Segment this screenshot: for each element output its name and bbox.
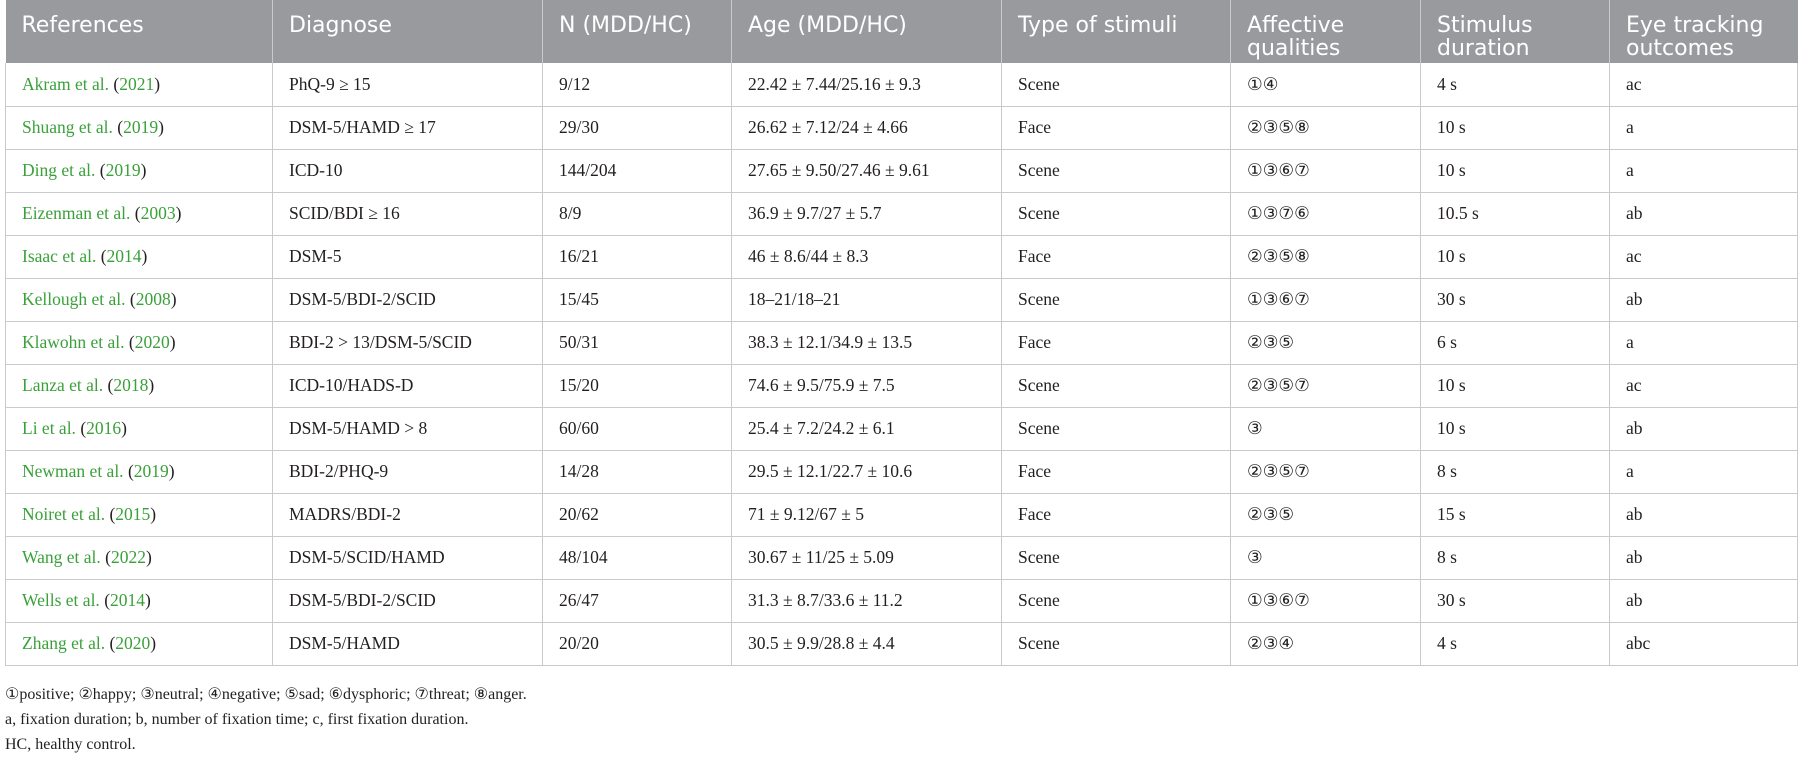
- close-paren: ): [140, 160, 147, 180]
- reference-author-link[interactable]: Ding et al.: [22, 160, 96, 180]
- age-cell: 30.67 ± 11/25 ± 5.09: [732, 536, 1002, 579]
- stimulus-duration-cell: 10 s: [1421, 235, 1610, 278]
- stimuli-type-cell: Scene: [1002, 407, 1231, 450]
- stimuli-type-cell: Face: [1002, 235, 1231, 278]
- table-row: [6, 106, 1798, 149]
- stimuli-type-cell: Scene: [1002, 364, 1231, 407]
- eye-tracking-outcomes-cell: ab: [1610, 493, 1798, 536]
- header-stimulus-duration: Stimulus duration: [1421, 0, 1610, 63]
- diagnose-cell: DSM-5/HAMD ≥ 17: [273, 106, 543, 149]
- table-row: [6, 364, 1798, 407]
- open-paren: (: [103, 375, 114, 395]
- stimuli-type-cell: Face: [1002, 321, 1231, 364]
- affective-qualities-cell: ②③⑤⑦: [1231, 450, 1421, 493]
- footnote-affective-legend: ①positive; ②happy; ③neutral; ④negative; ⑤sad; ⑥dysphoric; ⑦threat; ⑧anger.: [5, 686, 527, 703]
- close-paren: ): [121, 418, 127, 438]
- affective-qualities-cell: ②③⑤⑧: [1231, 235, 1421, 278]
- eye-tracking-outcomes-cell: ab: [1610, 192, 1798, 235]
- open-paren: (: [75, 418, 87, 438]
- close-paren: ): [168, 461, 175, 481]
- header-row: [6, 0, 1798, 63]
- close-paren: ): [141, 246, 148, 266]
- reference-cell: [6, 149, 273, 192]
- reference-cell: [6, 579, 273, 622]
- affective-qualities-cell: ③: [1231, 536, 1421, 579]
- stimulus-duration-cell: 10 s: [1421, 407, 1610, 450]
- open-paren: (: [124, 332, 135, 352]
- age-cell: 29.5 ± 12.1/22.7 ± 10.6: [732, 450, 1002, 493]
- reference-cell: [6, 622, 273, 665]
- affective-qualities-cell: ①③⑥⑦: [1231, 278, 1421, 321]
- header-affective-qualities: Affective qualities: [1231, 0, 1421, 63]
- reference-year-link[interactable]: 2015: [115, 504, 151, 524]
- diagnose-cell: DSM-5: [273, 235, 543, 278]
- diagnose-cell: MADRS/BDI-2: [273, 493, 543, 536]
- stimulus-duration-cell: 6 s: [1421, 321, 1610, 364]
- reference-year-link[interactable]: 2008: [135, 289, 171, 309]
- stimuli-type-cell: Scene: [1002, 579, 1231, 622]
- reference-year-link[interactable]: 2021: [119, 73, 155, 94]
- table-row: [6, 63, 1798, 106]
- n-cell: 48/104: [543, 536, 732, 579]
- age-cell: 31.3 ± 8.7/33.6 ± 11.2: [732, 579, 1002, 622]
- table-row: [6, 192, 1798, 235]
- reference-author-link[interactable]: Noiret et al.: [22, 504, 106, 524]
- age-cell: 22.42 ± 7.44/25.16 ± 9.3: [732, 63, 1002, 106]
- close-paren: ): [169, 332, 176, 352]
- reference-year-link[interactable]: 2019: [105, 160, 141, 180]
- reference-author-link[interactable]: Newman et al.: [22, 461, 124, 481]
- affective-qualities-cell: ①③⑦⑥: [1231, 192, 1421, 235]
- table-header: [6, 0, 1798, 63]
- eye-tracking-outcomes-cell: a: [1610, 321, 1798, 364]
- table-row: [6, 278, 1798, 321]
- diagnose-cell: BDI-2/PHQ-9: [273, 450, 543, 493]
- open-paren: (: [105, 633, 116, 653]
- diagnose-cell: DSM-5/HAMD > 8: [273, 407, 543, 450]
- affective-qualities-cell: ①③⑥⑦: [1231, 579, 1421, 622]
- stimulus-duration-cell: 30 s: [1421, 579, 1610, 622]
- eye-tracking-outcomes-cell: abc: [1610, 622, 1798, 665]
- stimulus-duration-cell: 15 s: [1421, 493, 1610, 536]
- study-table-wrapper: [5, 0, 1797, 666]
- stimulus-duration-cell: 10 s: [1421, 364, 1610, 407]
- stimuli-type-cell: Scene: [1002, 622, 1231, 665]
- n-cell: 15/20: [543, 364, 732, 407]
- diagnose-cell: ICD-10/HADS-D: [273, 364, 543, 407]
- close-paren: ): [175, 203, 182, 223]
- age-cell: 38.3 ± 12.1/34.9 ± 13.5: [732, 321, 1002, 364]
- reference-year-link[interactable]: 2020: [115, 633, 151, 653]
- stimuli-type-cell: Face: [1002, 106, 1231, 149]
- reference-year-link[interactable]: 2003: [140, 203, 176, 223]
- table-row: [6, 450, 1798, 493]
- header-n: N (MDD/HC): [543, 0, 732, 63]
- reference-year-link[interactable]: 2014: [106, 246, 142, 266]
- reference-author-link[interactable]: Lanza et al.: [22, 375, 104, 395]
- reference-cell: [6, 407, 273, 450]
- eye-tracking-outcomes-cell: ac: [1610, 364, 1798, 407]
- reference-cell: [6, 321, 273, 364]
- stimuli-type-cell: Face: [1002, 493, 1231, 536]
- diagnose-cell: DSM-5/BDI-2/SCID: [273, 278, 543, 321]
- close-paren: ): [150, 504, 157, 524]
- table-row: [6, 321, 1798, 364]
- affective-qualities-cell: ②③⑤: [1231, 493, 1421, 536]
- diagnose-cell: DSM-5/BDI-2/SCID: [273, 579, 543, 622]
- table-row: [6, 579, 1798, 622]
- stimulus-duration-cell: 4 s: [1421, 622, 1610, 665]
- reference-author-link[interactable]: Wang et al.: [22, 547, 101, 567]
- reference-year-link[interactable]: 2020: [134, 332, 170, 352]
- reference-cell: [6, 450, 273, 493]
- eye-tracking-outcomes-cell: ab: [1610, 278, 1798, 321]
- header-diagnose: Diagnose: [273, 0, 543, 63]
- reference-cell: [6, 192, 273, 235]
- diagnose-cell: DSM-5/HAMD: [273, 622, 543, 665]
- reference-author-link[interactable]: Li et al.: [22, 418, 76, 438]
- stimulus-duration-cell: 8 s: [1421, 536, 1610, 579]
- diagnose-cell: DSM-5/SCID/HAMD: [273, 536, 543, 579]
- age-cell: 26.62 ± 7.12/24 ± 4.66: [732, 106, 1002, 149]
- header-age: Age (MDD/HC): [732, 0, 1002, 63]
- reference-year-link[interactable]: 2019: [123, 117, 159, 137]
- open-paren: (: [130, 203, 141, 223]
- age-cell: 74.6 ± 9.5/75.9 ± 7.5: [732, 364, 1002, 407]
- reference-author-link[interactable]: Zhang et al.: [22, 633, 106, 653]
- diagnose-cell: PhQ-9 ≥ 15: [273, 63, 543, 106]
- reference-cell: [6, 106, 273, 149]
- n-cell: 16/21: [543, 235, 732, 278]
- stimulus-duration-cell: 30 s: [1421, 278, 1610, 321]
- reference-author-link[interactable]: Isaac et al.: [22, 246, 97, 266]
- reference-author-link[interactable]: Klawohn et al.: [22, 332, 125, 352]
- open-paren: (: [105, 504, 116, 524]
- n-cell: 20/62: [543, 493, 732, 536]
- close-paren: ): [154, 73, 161, 94]
- n-cell: 8/9: [543, 192, 732, 235]
- diagnose-cell: BDI-2 > 13/DSM-5/SCID: [273, 321, 543, 364]
- stimuli-type-cell: Scene: [1002, 278, 1231, 321]
- stimulus-duration-cell: 4 s: [1421, 63, 1610, 106]
- reference-author-link[interactable]: Eizenman et al.: [22, 203, 131, 223]
- eye-tracking-outcomes-cell: a: [1610, 149, 1798, 192]
- affective-qualities-cell: ①③⑥⑦: [1231, 149, 1421, 192]
- reference-year-link[interactable]: 2022: [110, 547, 146, 567]
- reference-author-link[interactable]: Kellough et al.: [22, 289, 126, 309]
- stimuli-type-cell: Scene: [1002, 63, 1231, 106]
- stimulus-duration-cell: 10 s: [1421, 106, 1610, 149]
- reference-author-link[interactable]: Wells et al.: [22, 590, 100, 610]
- reference-author-link[interactable]: Akram et al.: [22, 73, 109, 94]
- footnote-hc-legend: HC, healthy control.: [5, 736, 136, 753]
- reference-year-link[interactable]: 2016: [86, 418, 122, 438]
- eye-tracking-outcomes-cell: a: [1610, 106, 1798, 149]
- affective-qualities-cell: ②③⑤⑦: [1231, 364, 1421, 407]
- header-stimuli-type: Type of stimuli: [1002, 0, 1231, 63]
- eye-tracking-outcomes-cell: ac: [1610, 63, 1798, 106]
- close-paren: ): [158, 117, 164, 137]
- open-paren: (: [108, 73, 120, 94]
- open-paren: (: [125, 289, 136, 309]
- diagnose-cell: SCID/BDI ≥ 16: [273, 192, 543, 235]
- reference-cell: [6, 278, 273, 321]
- affective-qualities-cell: ①④: [1231, 63, 1421, 106]
- open-paren: (: [100, 547, 111, 567]
- table-row: [6, 493, 1798, 536]
- stimulus-duration-cell: 10.5 s: [1421, 192, 1610, 235]
- table-row: [6, 407, 1798, 450]
- stimulus-duration-cell: 8 s: [1421, 450, 1610, 493]
- age-cell: 27.65 ± 9.50/27.46 ± 9.61: [732, 149, 1002, 192]
- reference-year-link[interactable]: 2018: [113, 375, 149, 395]
- age-cell: 18–21/18–21: [732, 278, 1002, 321]
- age-cell: 25.4 ± 7.2/24.2 ± 6.1: [732, 407, 1002, 450]
- open-paren: (: [112, 117, 124, 137]
- reference-cell: [6, 63, 273, 106]
- age-cell: 71 ± 9.12/67 ± 5: [732, 493, 1002, 536]
- study-table: [5, 0, 1798, 666]
- affective-qualities-cell: ②③⑤⑧: [1231, 106, 1421, 149]
- close-paren: ): [150, 633, 157, 653]
- header-references: References: [6, 0, 273, 63]
- close-paren: ): [145, 590, 151, 610]
- stimuli-type-cell: Scene: [1002, 192, 1231, 235]
- table-row: [6, 235, 1798, 278]
- footnotes: [5, 682, 527, 757]
- eye-tracking-outcomes-cell: ab: [1610, 536, 1798, 579]
- n-cell: 60/60: [543, 407, 732, 450]
- n-cell: 15/45: [543, 278, 732, 321]
- close-paren: ): [170, 289, 177, 309]
- n-cell: 20/20: [543, 622, 732, 665]
- n-cell: 50/31: [543, 321, 732, 364]
- open-paren: (: [95, 160, 106, 180]
- table-row: [6, 149, 1798, 192]
- stimuli-type-cell: Scene: [1002, 536, 1231, 579]
- table-body: [6, 63, 1798, 665]
- reference-year-link[interactable]: 2014: [110, 590, 146, 610]
- n-cell: 29/30: [543, 106, 732, 149]
- diagnose-cell: ICD-10: [273, 149, 543, 192]
- table-row: [6, 622, 1798, 665]
- table-row: [6, 536, 1798, 579]
- reference-author-link[interactable]: Shuang et al.: [22, 117, 113, 137]
- n-cell: 144/204: [543, 149, 732, 192]
- reference-cell: [6, 493, 273, 536]
- stimuli-type-cell: Scene: [1002, 149, 1231, 192]
- stimulus-duration-cell: 10 s: [1421, 149, 1610, 192]
- n-cell: 26/47: [543, 579, 732, 622]
- age-cell: 36.9 ± 9.7/27 ± 5.7: [732, 192, 1002, 235]
- open-paren: (: [99, 590, 111, 610]
- eye-tracking-outcomes-cell: ab: [1610, 407, 1798, 450]
- close-paren: ): [145, 547, 152, 567]
- affective-qualities-cell: ③: [1231, 407, 1421, 450]
- open-paren: (: [123, 461, 134, 481]
- reference-year-link[interactable]: 2019: [133, 461, 169, 481]
- eye-tracking-outcomes-cell: a: [1610, 450, 1798, 493]
- age-cell: 46 ± 8.6/44 ± 8.3: [732, 235, 1002, 278]
- close-paren: ): [148, 375, 155, 395]
- n-cell: 14/28: [543, 450, 732, 493]
- stimuli-type-cell: Face: [1002, 450, 1231, 493]
- age-cell: 30.5 ± 9.9/28.8 ± 4.4: [732, 622, 1002, 665]
- reference-cell: [6, 536, 273, 579]
- footnote-outcomes-legend: a, fixation duration; b, number of fixation time; c, first fixation duration.: [5, 711, 469, 728]
- affective-qualities-cell: ②③⑤: [1231, 321, 1421, 364]
- reference-cell: [6, 364, 273, 407]
- header-eye-tracking-outcomes: Eye tracking outcomes: [1610, 0, 1798, 63]
- reference-cell: [6, 235, 273, 278]
- affective-qualities-cell: ②③④: [1231, 622, 1421, 665]
- eye-tracking-outcomes-cell: ac: [1610, 235, 1798, 278]
- n-cell: 9/12: [543, 63, 732, 106]
- open-paren: (: [96, 246, 107, 266]
- eye-tracking-outcomes-cell: ab: [1610, 579, 1798, 622]
